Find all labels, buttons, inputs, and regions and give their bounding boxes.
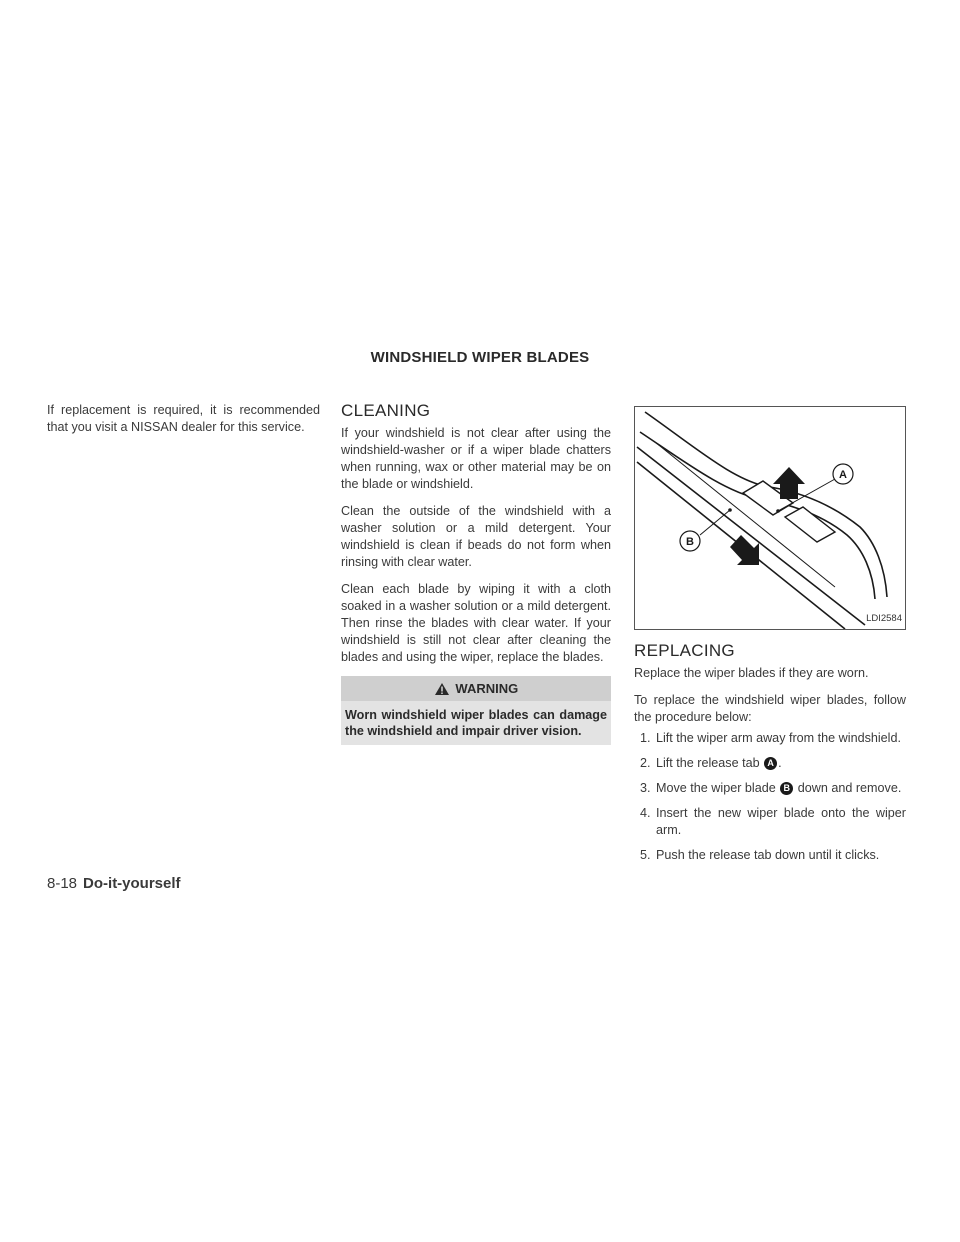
warning-text: Worn windshield wiper blades can damage the windshield and impair driver vision. [345,708,607,738]
step-text: Insert the new wiper blade onto the wiper arm. [656,806,906,837]
step-text-end: down and remove. [794,781,902,795]
figure-code: LDI2584 [866,613,902,624]
column-middle [341,402,611,745]
wiper-blade-illustration [635,407,905,629]
cleaning-paragraph-2: Clean the outside of the windshield with a washer solution or a mild detergent. Your windshield is clean if beads do not form when rinsing with clear water. [341,504,611,569]
step-text-end: . [778,756,782,770]
step-text: Move the wiper blade [656,781,780,795]
step-item [634,730,906,747]
callout-b-icon: B [780,782,793,795]
replacing-paragraph-2: To replace the windshield wiper blades, follow the procedure below: [634,693,906,724]
section-title: WINDSHIELD WIPER BLADES [370,349,590,366]
replacement-steps [634,730,906,864]
step-item [634,847,906,864]
warning-label: WARNING [455,681,519,696]
warning-triangle-icon [434,682,450,696]
cleaning-paragraph-1: If your windshield is not clear after using the windshield-washer or if a wiper blade chatters when running, wax or other material may be on the blade or windshield. [341,426,611,491]
column-left [47,402,320,446]
replacing-paragraph-1: Replace the wiper blades if they are worn. [634,666,869,680]
step-text: Lift the release tab [656,756,764,770]
wiper-blade-figure [634,406,906,630]
column-right [634,402,906,872]
page-footer [47,875,181,892]
intro-paragraph: If replacement is required, it is recommended that you visit a NISSAN dealer for this service. [47,403,320,434]
step-item [634,780,906,797]
figure-callout-b: B [686,536,694,548]
page-number: 8-18 [47,875,78,892]
cleaning-paragraph-3: Clean each blade by wiping it with a cloth soaked in a washer solution or a mild detergent. Then rinse the blades with clear water. If your windshield is still not clear after cleaning the blades and using the wiper, replace the blades. [341,582,611,664]
step-number: 5. [640,848,651,862]
step-item [634,755,906,772]
step-number: 4. [640,806,651,820]
step-text: Lift the wiper arm away from the windshield. [656,731,901,745]
cleaning-heading: CLEANING [341,401,431,420]
step-number: 3. [640,781,651,795]
callout-a-icon: A [764,757,777,770]
step-number: 2. [640,756,651,770]
replacing-heading: REPLACING [634,641,735,660]
footer-section: Do-it-yourself [83,875,181,892]
step-item [634,805,906,839]
step-number: 1. [640,731,651,745]
warning-header [341,676,611,701]
step-text: Push the release tab down until it clicks. [656,848,880,862]
figure-callout-a: A [839,469,847,481]
warning-box [341,676,611,745]
